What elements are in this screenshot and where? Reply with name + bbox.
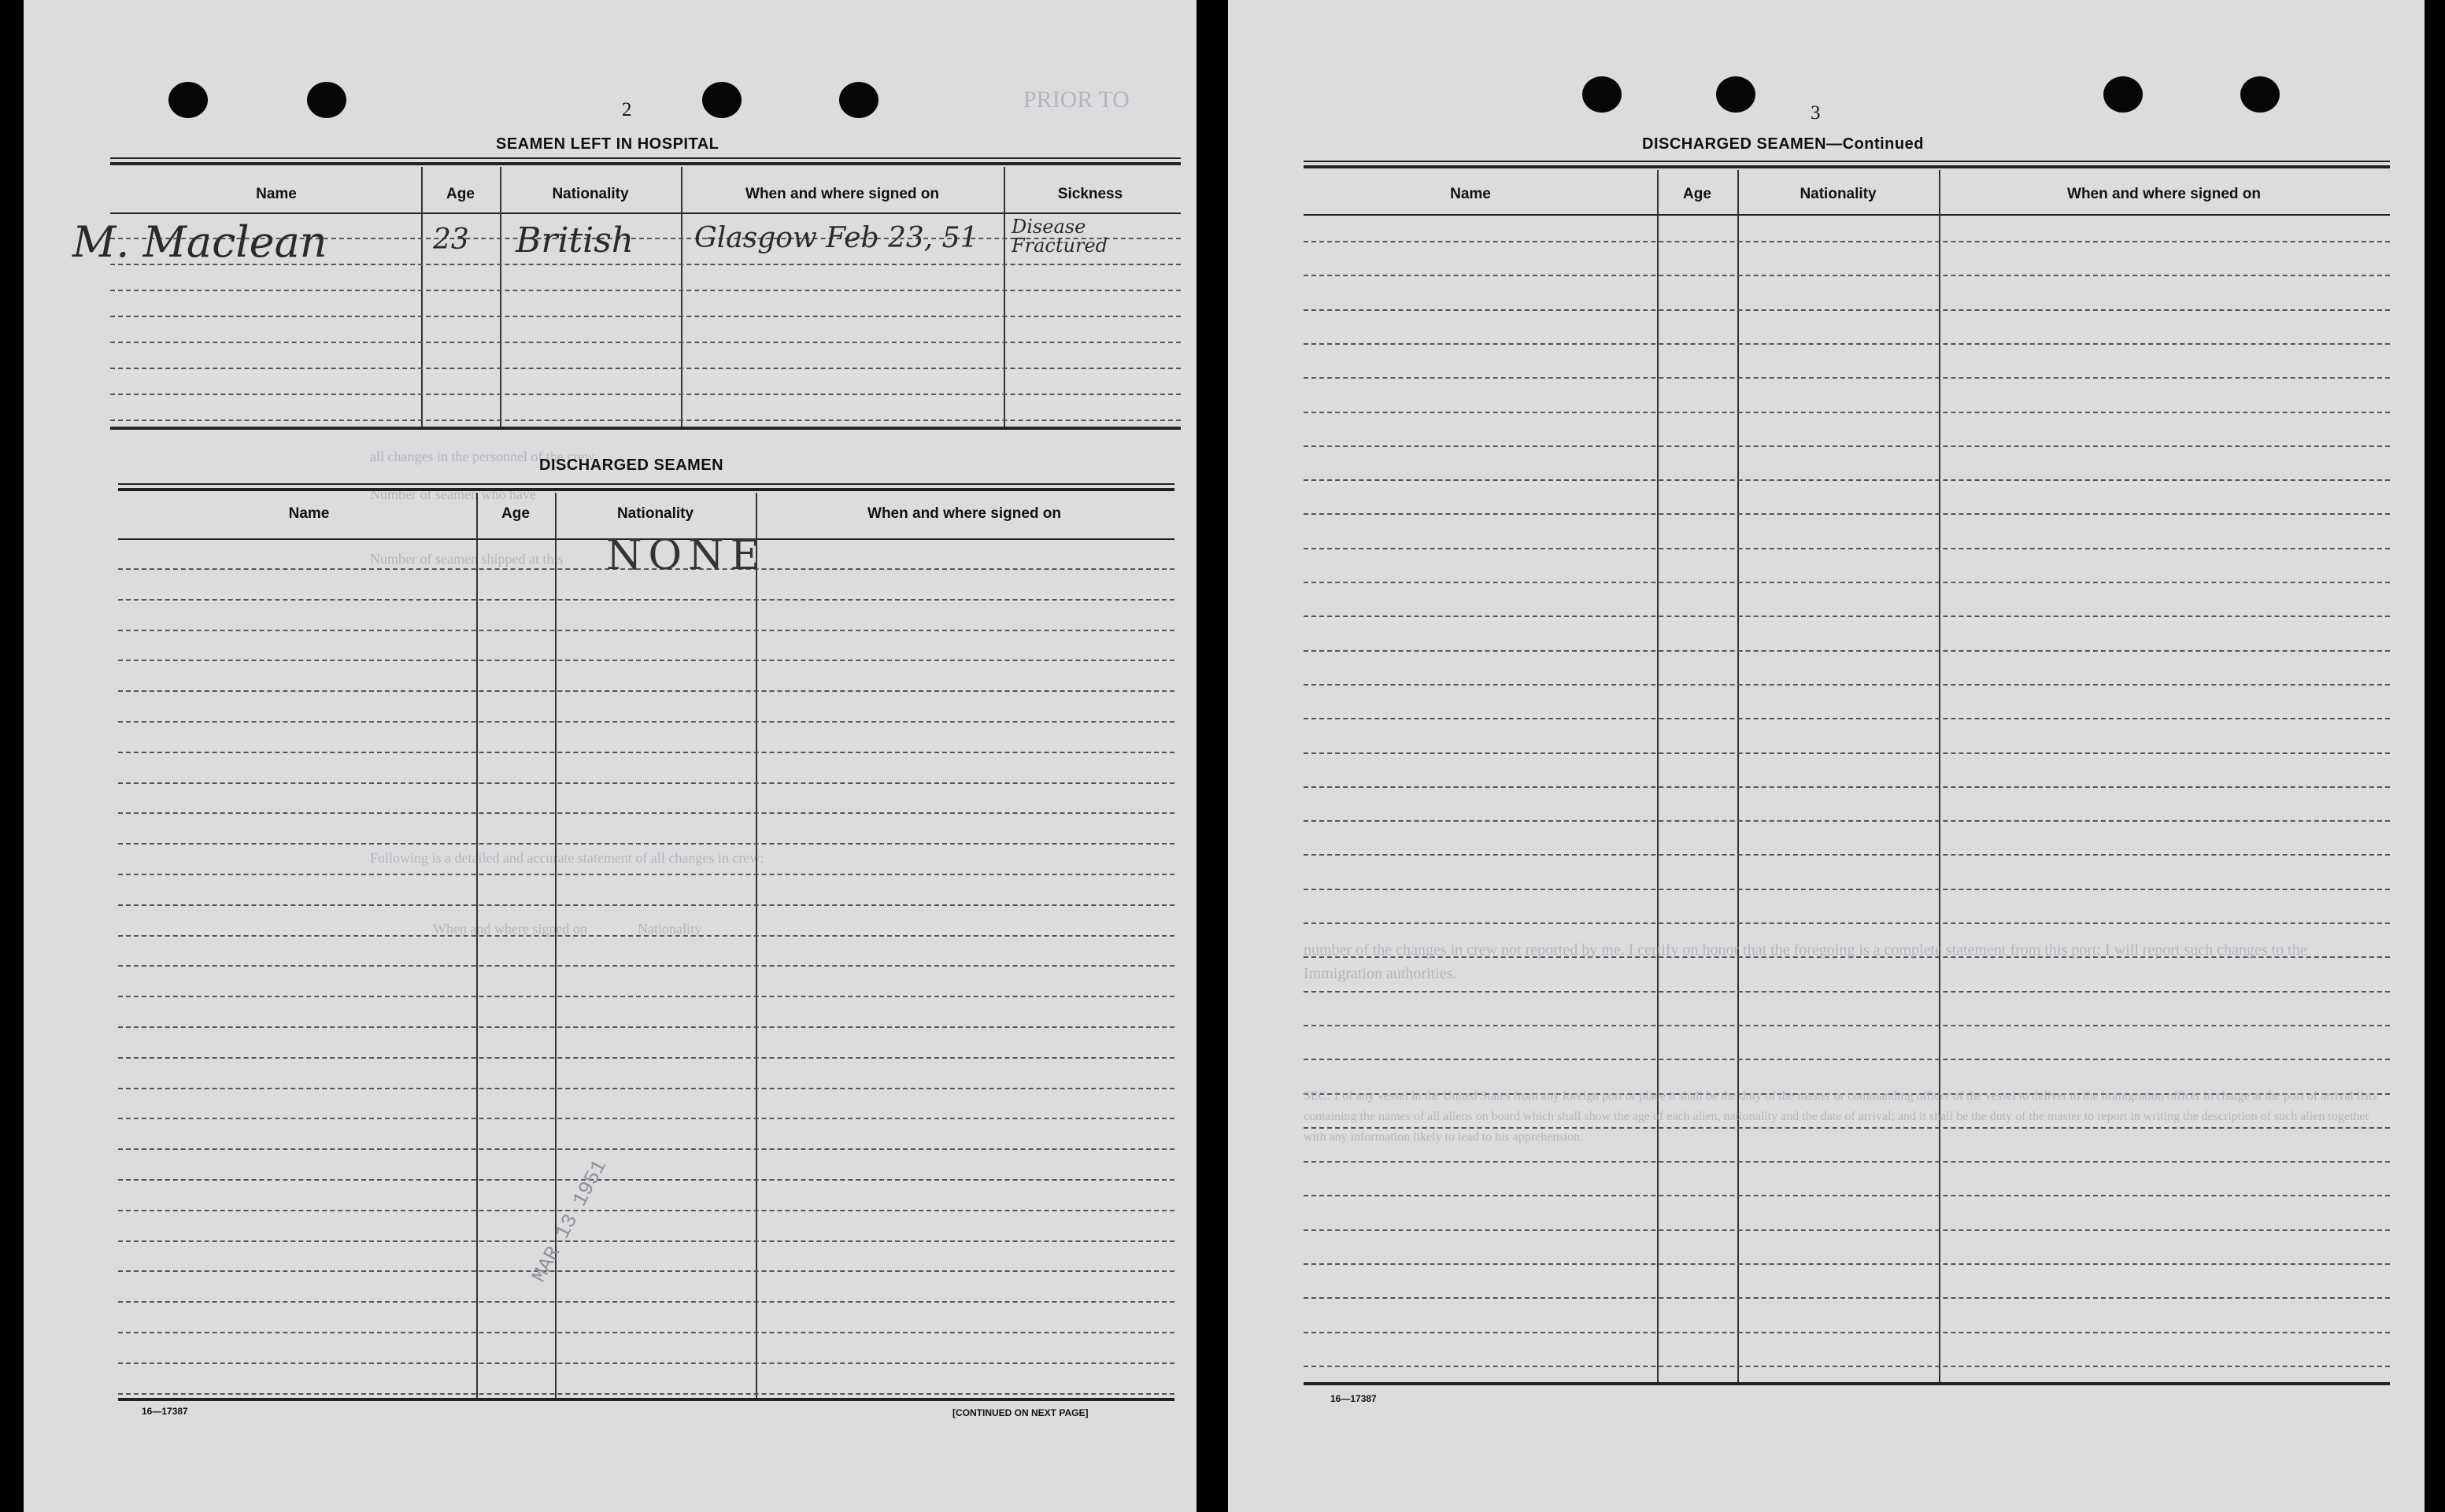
bleed-through-text: PRIOR TO xyxy=(1023,87,1130,113)
section-title-hospital: SEAMEN LEFT IN HOSPITAL xyxy=(496,135,719,153)
form-number: 16—17387 xyxy=(1330,1393,1377,1404)
page-number: 2 xyxy=(622,99,632,120)
column-divider xyxy=(756,493,757,1398)
section-title-text: DISCHARGED SEAMEN xyxy=(1642,135,1827,153)
row-line xyxy=(110,316,1181,317)
row-line xyxy=(1304,309,2390,311)
row-line xyxy=(118,599,1174,601)
row-line xyxy=(1304,922,2390,924)
row-line xyxy=(1304,1161,2390,1163)
row-line xyxy=(1304,684,2390,686)
column-divider xyxy=(1737,170,1739,1382)
row-line xyxy=(118,1179,1174,1181)
punch-hole xyxy=(1716,76,1755,113)
column-header-sickness: Sickness xyxy=(1057,186,1123,202)
row-line xyxy=(1304,1263,2390,1265)
row-line xyxy=(1304,1297,2390,1299)
column-divider xyxy=(476,493,478,1398)
row-line xyxy=(110,394,1181,395)
column-header-signed-on: When and where signed on xyxy=(2067,186,2261,202)
bleed-through-text: number of the changes in crew not reported by me. I certify on honor that the foregoing is a complete statement from this port; I will report such changes to the Immigration authorities. xyxy=(1304,941,2307,982)
section-title-discharged-continued xyxy=(1642,135,1924,153)
column-header-nationality: Nationality xyxy=(616,505,694,522)
rule xyxy=(118,488,1174,491)
row-line xyxy=(1304,1332,2390,1333)
section-title-discharged: DISCHARGED SEAMEN xyxy=(539,457,724,474)
row-line xyxy=(1304,718,2390,719)
punch-hole xyxy=(2103,76,2143,113)
row-line xyxy=(118,1118,1174,1119)
handwritten-none: NONE xyxy=(606,532,767,579)
row-line xyxy=(118,1210,1174,1211)
row-line xyxy=(1304,1025,2390,1026)
row-line xyxy=(118,812,1174,814)
handwritten-signed-on: Glasgow Feb 23, 51 xyxy=(694,222,978,254)
column-divider xyxy=(500,167,501,427)
row-line xyxy=(1304,1059,2390,1060)
row-line xyxy=(1304,548,2390,549)
row-line xyxy=(1304,445,2390,447)
continued-note: [CONTINUED ON NEXT PAGE] xyxy=(952,1407,1089,1418)
column-header-name: Name xyxy=(256,186,297,202)
handwritten-nationality: British xyxy=(516,220,634,261)
rule xyxy=(118,483,1174,485)
row-line xyxy=(118,996,1174,997)
row-line xyxy=(1304,412,2390,413)
received-stamp: MAR 13 1951 xyxy=(527,1155,612,1287)
row-line xyxy=(1304,1229,2390,1231)
row-line xyxy=(118,1362,1174,1364)
section-title-suffix: —Continued xyxy=(1826,135,1924,153)
column-header-name: Name xyxy=(1450,186,1491,202)
column-divider xyxy=(1939,170,1940,1382)
punch-hole xyxy=(1582,76,1622,113)
row-line xyxy=(118,1301,1174,1303)
column-header-signed-on: When and where signed on xyxy=(867,505,1061,522)
rule xyxy=(1304,161,2390,162)
row-line xyxy=(110,420,1181,421)
row-line xyxy=(118,1026,1174,1028)
row-line xyxy=(110,342,1181,343)
row-line xyxy=(118,752,1174,753)
row-line xyxy=(1304,582,2390,583)
bleed-through-text: Nationality xyxy=(638,921,701,937)
column-header-age: Age xyxy=(446,186,475,202)
row-line xyxy=(1304,513,2390,515)
rule xyxy=(110,427,1181,430)
rule xyxy=(110,157,1181,159)
row-line xyxy=(118,1057,1174,1059)
row-line xyxy=(118,1270,1174,1272)
bleed-through-fine-print: SEC. 1 of any vessel in the United States from any foreign port or place it shall be the duty of the master or commanding officer of the vessel to deliver to the immigration officer in charge at the port of arrival lists containing the names of all aliens on board which shall show the age of each alien, nationality and the date of arrival; and it shall be the duty of the master to report in writing the description of such alien together with any information likely to lead to his apprehension. xyxy=(1304,1089,2377,1144)
column-header-age: Age xyxy=(501,505,530,522)
row-line xyxy=(118,1240,1174,1242)
row-line xyxy=(118,874,1174,875)
bleed-through-text: all changes in the personnel of the crew xyxy=(370,449,595,464)
row-line xyxy=(118,1332,1174,1333)
column-header-age: Age xyxy=(1683,186,1711,202)
bleed-through-text: When and where signed on xyxy=(433,921,587,937)
column-header-nationality: Nationality xyxy=(552,186,629,202)
punch-hole xyxy=(307,82,346,118)
row-line xyxy=(118,904,1174,906)
row-line xyxy=(1304,377,2390,379)
row-line xyxy=(1304,479,2390,481)
row-line xyxy=(1304,343,2390,345)
row-line xyxy=(118,721,1174,723)
row-line xyxy=(118,935,1174,937)
bleed-through-text: Number of seamen shipped at this xyxy=(370,551,564,567)
column-header-nationality: Nationality xyxy=(1800,186,1877,202)
row-line xyxy=(1304,241,2390,242)
row-line xyxy=(118,843,1174,845)
column-divider xyxy=(681,167,682,427)
bleed-through-text: Number of seamen who have xyxy=(370,486,536,502)
form-number: 16—17387 xyxy=(142,1406,188,1417)
row-line xyxy=(1304,650,2390,652)
row-line xyxy=(1304,1366,2390,1367)
punch-hole xyxy=(702,82,742,118)
right-page xyxy=(1228,0,2425,1512)
row-line xyxy=(1304,1195,2390,1196)
rule xyxy=(1304,1382,2390,1385)
page-number: 3 xyxy=(1811,102,1821,124)
row-line xyxy=(1304,275,2390,276)
rule xyxy=(1304,214,2390,216)
rule xyxy=(110,213,1181,214)
row-line xyxy=(1304,752,2390,754)
punch-hole xyxy=(168,82,208,118)
row-line xyxy=(118,630,1174,631)
rule xyxy=(1304,165,2390,168)
row-line xyxy=(118,965,1174,967)
column-header-signed-on: When and where signed on xyxy=(745,186,939,202)
rule xyxy=(110,162,1181,165)
column-divider xyxy=(421,167,423,427)
left-page xyxy=(24,0,1197,1512)
punch-hole xyxy=(2240,76,2280,113)
handwritten-sickness: Disease Fractured xyxy=(1012,216,1108,257)
row-line xyxy=(1304,820,2390,822)
row-line xyxy=(118,690,1174,692)
row-line xyxy=(1304,786,2390,788)
row-line xyxy=(118,1148,1174,1150)
column-divider xyxy=(1004,167,1005,427)
row-line xyxy=(1304,854,2390,856)
row-line xyxy=(110,290,1181,291)
column-divider xyxy=(1657,170,1659,1382)
row-line xyxy=(1304,991,2390,993)
column-header-name: Name xyxy=(288,505,330,522)
row-line xyxy=(118,782,1174,784)
row-line xyxy=(118,1393,1174,1395)
rule xyxy=(118,1398,1174,1401)
row-line xyxy=(110,368,1181,369)
punch-hole xyxy=(839,82,878,118)
bleed-through-text: Following is a detailed and accurate statement of all changes in crew: xyxy=(370,850,764,866)
handwritten-name: M. Maclean xyxy=(72,217,327,267)
row-line xyxy=(118,1088,1174,1089)
row-line xyxy=(1304,616,2390,617)
row-line xyxy=(118,660,1174,661)
row-line xyxy=(1304,889,2390,890)
handwritten-age: 23 xyxy=(433,224,469,256)
